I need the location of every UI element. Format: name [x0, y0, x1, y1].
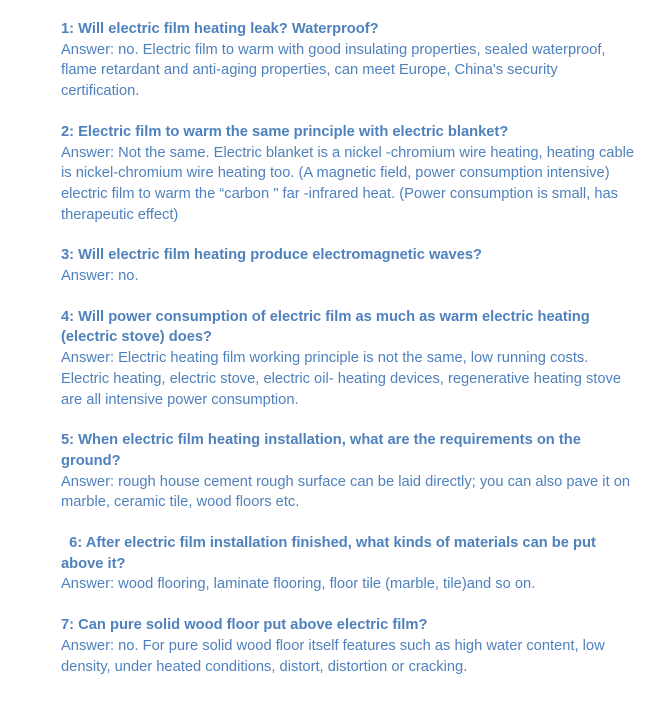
- faq-item-5: [61, 430, 636, 513]
- faq-question: 3: Will electric film heating produce electromagnetic waves?: [61, 247, 483, 264]
- faq-question: 5: When electric film heating installation, what are the requirements on the ground?: [61, 432, 585, 469]
- faq-question: 6: After electric film installation finished, what kinds of materials can be put above it?: [61, 535, 600, 572]
- faq-question: 1: Will electric film heating leak? Waterproof?: [61, 21, 379, 37]
- faq-answer: Answer: wood flooring, laminate flooring, floor tile (marble, tile)and so on.: [61, 576, 536, 593]
- faq-item-7: [61, 615, 636, 677]
- faq-item-4: [61, 307, 636, 411]
- faq-answer: Answer: no. For pure solid wood floor itself features such as high water content, low density, under heated conditions, distort, distortion or cracking.: [61, 637, 609, 675]
- faq-answer: Answer: no.: [61, 268, 139, 285]
- faq-question: 2: Electric film to warm the same principle with electric blanket?: [61, 123, 509, 140]
- faq-answer: Answer: Electric heating film working principle is not the same, low running costs. Electric heating, electric stove, electric oil- heating devices, regenerative heating stove are all intensive power consumption.: [61, 350, 626, 408]
- faq-item-3: [61, 245, 636, 286]
- faq-answer: Answer: rough house cement rough surface can be laid directly; you can also pave it on marble, ceramic tile, wood floors etc.: [61, 473, 635, 511]
- faq-item-1: [61, 19, 636, 102]
- faq-item-2: [61, 122, 639, 226]
- faq-question: 4: Will power consumption of electric film as much as warm electric heating (electric stove) does?: [61, 308, 594, 346]
- faq-answer: Answer: no. Electric film to warm with good insulating properties, sealed waterproof, flame retardant and anti-aging properties, can meet Europe, China's security certification.: [61, 41, 610, 100]
- faq-question: 7: Can pure solid wood floor put above electric film?: [61, 617, 428, 634]
- faq-answer: Answer: Not the same. Electric blanket is a nickel -chromium wire heating, heating cable is nickel-chromium wire heating too. (A magnetic field, power consumption intensive) electric film to warm the “carbon " far -infrared heat. (Power consumption is small, has therapeutic effect): [61, 144, 639, 223]
- faq-list: [61, 19, 639, 697]
- faq-item-6: [61, 533, 636, 595]
